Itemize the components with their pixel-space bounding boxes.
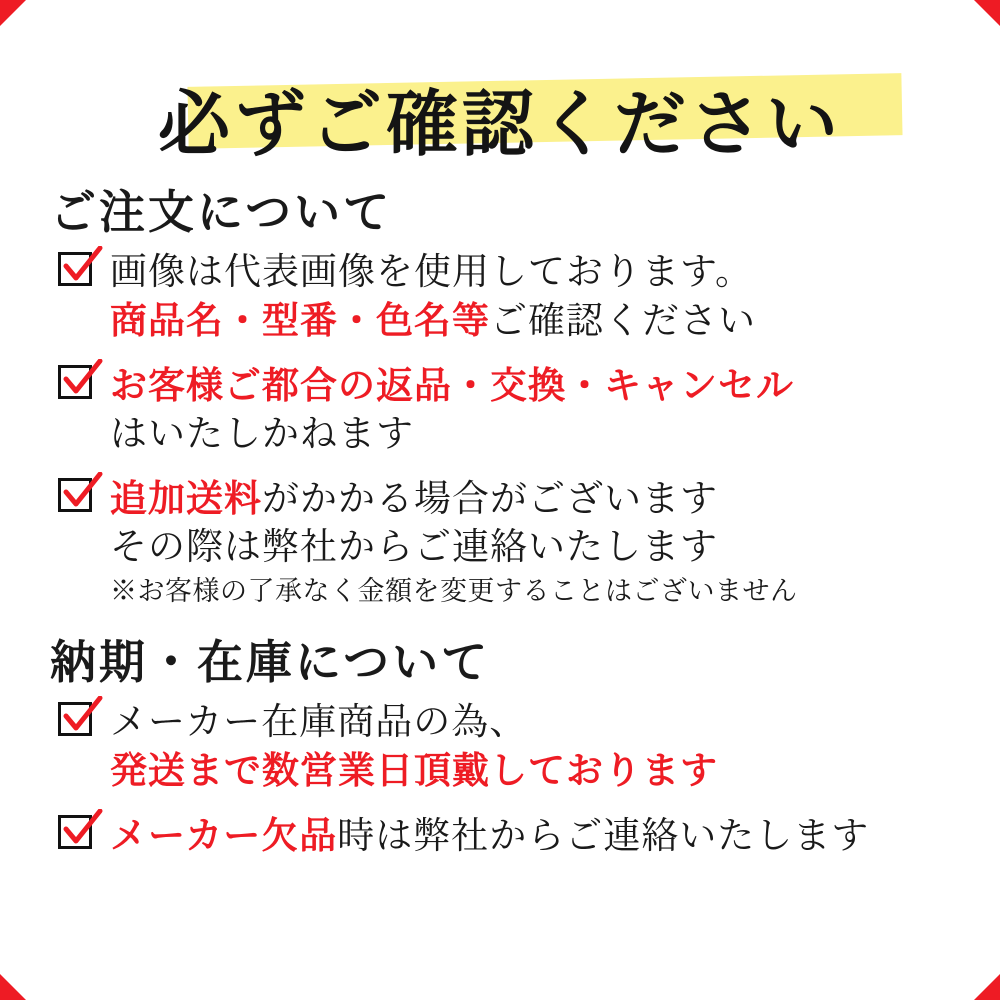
text-line xyxy=(110,296,960,345)
text-line xyxy=(110,698,960,746)
emphasis-text: 商品名・型番・色名等 xyxy=(110,298,490,343)
corner-accent-bottom-right xyxy=(974,974,1000,1000)
text-line xyxy=(110,410,960,458)
checklist-item-text xyxy=(110,248,960,345)
notice-section xyxy=(40,176,960,610)
checkmark-icon xyxy=(58,702,98,742)
section-heading: ご注文について xyxy=(50,185,393,239)
text-line xyxy=(110,811,960,860)
notice-sections xyxy=(40,176,960,860)
body-text: 時は弊社からご連絡いたします xyxy=(337,814,870,858)
checklist-item xyxy=(58,248,960,345)
body-text: ※お客様の了承なく金額を変更することはございません xyxy=(110,575,798,607)
text-line xyxy=(110,523,960,571)
checklist-item xyxy=(58,361,960,458)
notice-section xyxy=(40,626,960,860)
section-heading: 納期・在庫について xyxy=(50,635,491,689)
checklist-item-text xyxy=(110,361,960,458)
body-text: がかかる場合がございます xyxy=(262,477,718,521)
checklist-item-text xyxy=(110,811,960,860)
emphasis-text: お客様ご都合の返品・交換・キャンセル xyxy=(110,363,794,408)
emphasis-text: 追加送料 xyxy=(110,476,262,521)
checklist-item xyxy=(58,698,960,795)
emphasis-text: 発送まで数営業日頂戴しております xyxy=(110,748,718,793)
corner-accent-top-left xyxy=(0,0,26,26)
text-line xyxy=(110,361,960,410)
text-line xyxy=(110,474,960,523)
corner-accent-top-right xyxy=(974,0,1000,26)
body-text: 画像は代表画像を使用しております。 xyxy=(110,250,754,293)
text-line xyxy=(110,574,960,610)
body-text: メーカー在庫商品の為、 xyxy=(110,700,528,743)
body-text: はいたしかねます xyxy=(110,412,414,456)
checklist-item xyxy=(58,474,960,610)
page-title: 必ずご確認ください xyxy=(157,81,842,166)
checkmark-icon xyxy=(58,815,98,855)
body-text: ご確認ください xyxy=(490,299,756,343)
body-text: その際は弊社からご連絡いたします xyxy=(110,525,718,569)
checklist-item-text xyxy=(110,474,960,610)
checklist-item-text xyxy=(110,698,960,795)
checkmark-icon xyxy=(58,252,98,292)
emphasis-text: メーカー欠品 xyxy=(110,813,338,858)
text-line xyxy=(110,746,960,795)
checklist-item xyxy=(58,811,960,860)
text-line xyxy=(110,248,960,296)
checkmark-icon xyxy=(58,365,98,405)
checkmark-icon xyxy=(58,478,98,518)
corner-accent-bottom-left xyxy=(0,974,26,1000)
page-title-wrap xyxy=(40,44,960,166)
